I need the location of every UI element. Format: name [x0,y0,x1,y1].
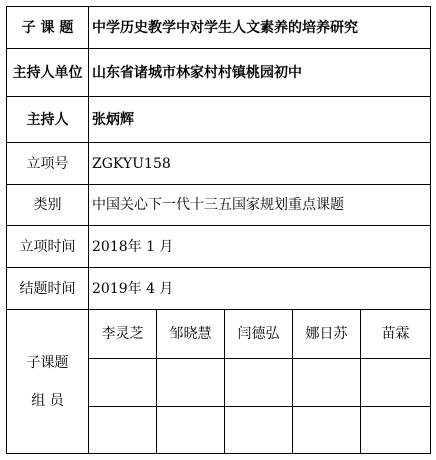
member-blank-cell [361,407,431,454]
member-name-2: 邹晓慧 [157,310,225,359]
member-blank-cell [225,407,293,454]
row-subject [7,7,431,49]
row-host [7,97,431,143]
start-time-label: 立项时间 [7,226,89,268]
row-member-names [7,310,431,359]
host-label: 主持人 [7,97,89,143]
row-host-unit [7,49,431,97]
member-name-3: 闫德弘 [225,310,293,359]
member-blank-cell [361,359,431,407]
member-blank-cell [293,407,361,454]
row-project-no [7,143,431,185]
start-time-value: 2018年 1 月 [89,226,431,268]
member-blank-cell [225,359,293,407]
members-label-line1: 子课题 [26,354,69,371]
host-unit-label: 主持人单位 [7,49,89,97]
member-blank-cell [89,407,157,454]
end-time-label: 结题时间 [7,268,89,310]
subject-label: 子 课 题 [7,7,89,49]
member-blank-cell [89,359,157,407]
member-blank-cell [157,407,225,454]
project-no-value: ZGKYU158 [89,143,431,185]
host-unit-value: 山东省诸城市林家村村镇桃园初中 [89,49,431,97]
subject-value: 中学历史教学中对学生人文素养的培养研究 [89,7,431,49]
member-name-5: 苗霖 [361,310,431,359]
category-value: 中国关心下一代十三五国家规划重点课题 [89,185,431,226]
project-info-table [6,6,431,454]
members-label [7,310,89,454]
member-name-1: 李灵芝 [89,310,157,359]
member-blank-cell [157,359,225,407]
members-label-line2: 组 员 [31,392,64,409]
host-value: 张炳辉 [89,97,431,143]
category-label: 类别 [7,185,89,226]
project-no-label: 立项号 [7,143,89,185]
row-start-time [7,226,431,268]
row-end-time [7,268,431,310]
member-blank-cell [293,359,361,407]
member-name-4: 娜日苏 [293,310,361,359]
row-category [7,185,431,226]
end-time-value: 2019年 4 月 [89,268,431,310]
